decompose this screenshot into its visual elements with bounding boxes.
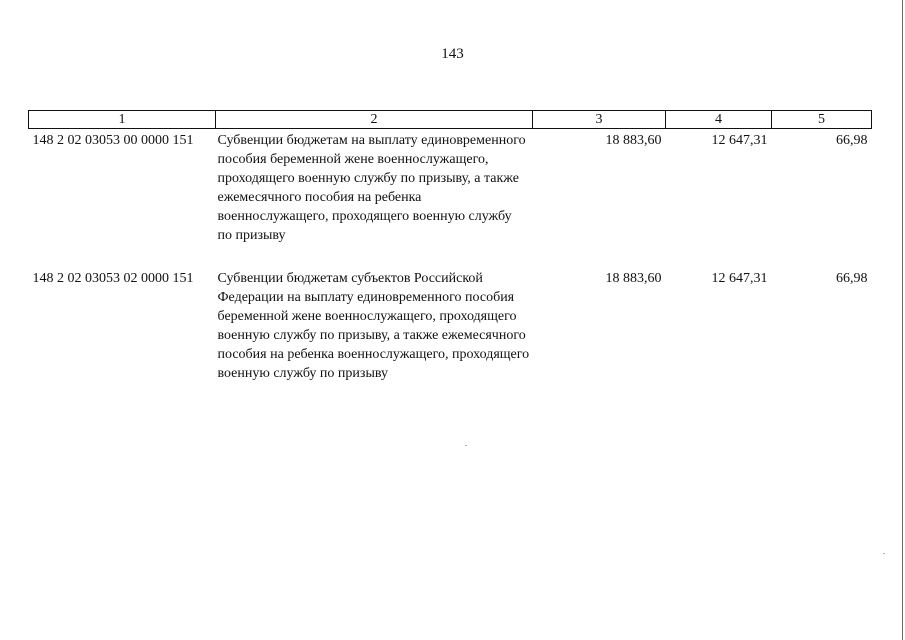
table-body xyxy=(29,129,872,384)
scan-speck xyxy=(465,445,467,446)
budget-table xyxy=(28,110,872,383)
value-cell-col4: 12 647,31 xyxy=(711,271,768,286)
description-cell: Субвенции бюджетам субъектов Российской Федерации на выплату единовременного пособия беременной жене военнослужащего, проходящего военную службу по призыву, а также ежемесячного пособия на ребенка военнослужащего, проходящего военную службу по призыву xyxy=(217,271,530,381)
table-header xyxy=(29,111,872,129)
scan-speck xyxy=(883,553,885,554)
value-cell-col5: 66,98 xyxy=(836,271,868,286)
scan-edge-line xyxy=(902,0,903,640)
column-header-4: 4 xyxy=(666,111,772,129)
budget-code-cell: 148 2 02 03053 02 0000 151 xyxy=(32,271,194,286)
description-cell: Субвенции бюджетам на выплату единовременного пособия беременной жене военнослужащего, проходящего военную службу по призыву, а также ежемесячного пособия на ребенка военнослужащего, проходящего военную службу по призыву xyxy=(217,133,526,243)
column-header-2: 2 xyxy=(216,111,533,129)
value-cell-col3: 18 883,60 xyxy=(605,271,662,286)
column-header-3: 3 xyxy=(533,111,666,129)
table-row xyxy=(29,267,872,383)
column-header-1: 1 xyxy=(29,111,216,129)
header-row xyxy=(29,111,872,129)
value-cell-col5: 66,98 xyxy=(836,133,868,148)
table-row xyxy=(29,129,872,246)
page-number: 143 xyxy=(441,46,464,62)
column-header-5: 5 xyxy=(772,111,872,129)
value-cell-col4: 12 647,31 xyxy=(711,133,768,148)
value-cell-col3: 18 883,60 xyxy=(605,133,662,148)
row-spacer xyxy=(29,245,872,267)
budget-code-cell: 148 2 02 03053 00 0000 151 xyxy=(32,133,194,148)
spacer-cell xyxy=(29,245,872,267)
